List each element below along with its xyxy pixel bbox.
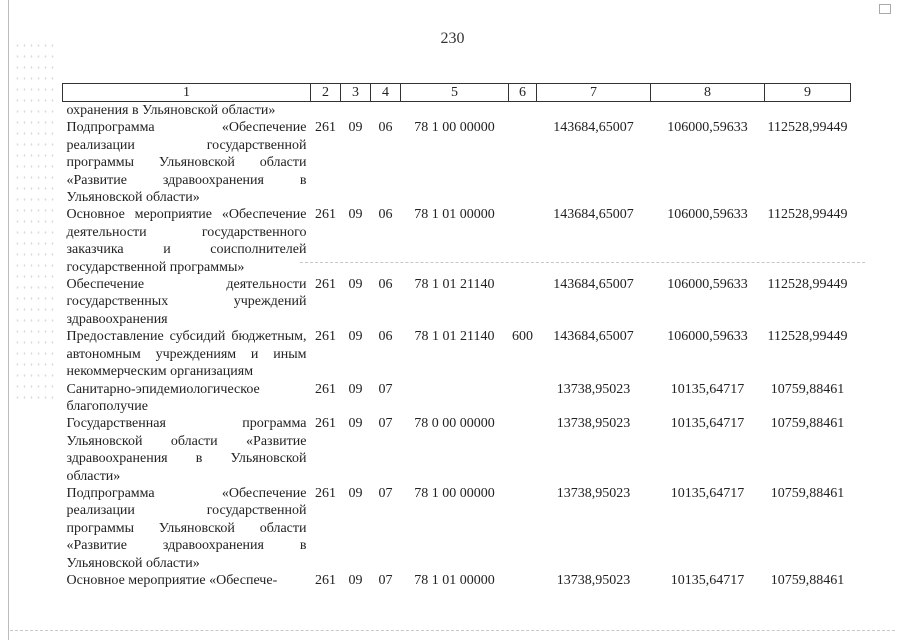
cell-c7: 143684,65007: [553, 329, 634, 345]
cell-c2: 261: [315, 485, 336, 501]
row-name: охранения в Ульяновской области»: [66, 103, 276, 118]
col-header: 3: [341, 84, 371, 102]
cell-c7: 143684,65007: [553, 207, 634, 223]
col-header: 9: [765, 84, 851, 102]
row-name: Обеспечение деятельности государственных учреждений здравоохранения: [66, 277, 307, 327]
cell-c2: 261: [315, 416, 336, 432]
cell-c3: 09: [348, 120, 363, 136]
col-header: 6: [509, 84, 537, 102]
cell-c9: 112528,99449: [767, 329, 848, 345]
cell-c9: 112528,99449: [767, 120, 848, 136]
cell-c2: 261: [315, 207, 336, 223]
table-row: [63, 572, 851, 589]
table-row: [63, 381, 851, 416]
cell-c6: [509, 119, 537, 206]
cell-c3: 09: [348, 416, 363, 432]
cell-c6: 600: [512, 329, 533, 345]
table-row: [63, 206, 851, 276]
cell-c4: 07: [378, 416, 393, 432]
cell-c8: 10135,64717: [670, 572, 745, 588]
table-row: [63, 102, 851, 120]
cell-c6: [509, 102, 537, 120]
col-header: 7: [537, 84, 651, 102]
cell-c4: 06: [378, 207, 393, 223]
cell-c4: 06: [378, 120, 393, 136]
table-row: [63, 276, 851, 328]
cell-c8: [651, 102, 765, 120]
cell-c5: 78 1 00 00000: [414, 485, 495, 501]
cell-c2: 261: [315, 381, 336, 397]
col-header: 4: [371, 84, 401, 102]
cell-c9: 10759,88461: [770, 381, 845, 397]
cell-c4: 07: [378, 485, 393, 501]
cell-c6: [509, 485, 537, 572]
cell-c3: [341, 102, 371, 120]
cell-c8: 106000,59633: [667, 207, 748, 223]
cell-c6: [509, 276, 537, 328]
cell-c5: 78 1 01 00000: [414, 207, 495, 223]
row-name: Санитарно-эпидемиологическое благополучие: [66, 381, 260, 414]
cell-c9: 10759,88461: [770, 572, 845, 588]
cell-c5: [401, 381, 509, 416]
cell-c3: 09: [348, 381, 363, 397]
row-name: Основное мероприятие «Обеспече-: [66, 572, 278, 588]
cell-c9: 10759,88461: [770, 485, 845, 501]
cell-c9: 10759,88461: [770, 416, 845, 432]
cell-c8: 106000,59633: [667, 120, 748, 136]
cell-c7: [537, 102, 651, 120]
page-number: 230: [440, 30, 465, 47]
cell-c9: [765, 102, 851, 120]
cell-c3: 09: [348, 277, 363, 293]
cell-c2: 261: [315, 572, 336, 588]
corner-mark: [879, 4, 891, 14]
budget-table: [62, 83, 851, 589]
col-header: 1: [63, 84, 311, 102]
cell-c7: 13738,95023: [556, 485, 631, 501]
row-name: Государственная программа Ульяновской области «Развитие здравоохранения в Ульяновской области»: [66, 416, 307, 484]
cell-c2: 261: [315, 329, 336, 345]
cell-c4: 07: [378, 572, 393, 588]
cell-c3: 09: [348, 207, 363, 223]
row-name: Предоставление субсидий бюджетным, автономным учреждениям и иным некоммерческим организациям: [66, 329, 307, 380]
cell-c6: [509, 415, 537, 485]
cell-c7: 143684,65007: [553, 120, 634, 136]
col-header: 5: [401, 84, 509, 102]
cell-c6: [509, 206, 537, 276]
cell-c7: 13738,95023: [556, 416, 631, 432]
cell-c3: 09: [348, 572, 363, 588]
header-row: [63, 84, 851, 102]
cell-c8: 10135,64717: [670, 416, 745, 432]
cell-c2: 261: [315, 120, 336, 136]
cell-c6: [509, 572, 537, 589]
table-row: [63, 119, 851, 206]
cell-c5: 78 0 00 00000: [414, 416, 495, 432]
cell-c4: [371, 102, 401, 120]
cell-c8: 106000,59633: [667, 329, 748, 345]
cell-c9: 112528,99449: [767, 207, 848, 223]
cell-c5: [401, 102, 509, 120]
col-header: 2: [311, 84, 341, 102]
cell-c8: 10135,64717: [670, 381, 745, 397]
cell-c9: 112528,99449: [767, 277, 848, 293]
cell-c5: 78 1 01 00000: [414, 572, 495, 588]
cell-c7: 13738,95023: [556, 572, 631, 588]
cell-c6: [509, 381, 537, 416]
cell-c8: 10135,64717: [670, 485, 745, 501]
row-name: Основное мероприятие «Обеспечение деятельности государственного заказчика и соисполнителей государственной программы»: [66, 207, 307, 275]
table-row: [63, 415, 851, 485]
table-row: [63, 328, 851, 380]
bottom-edge-line: [10, 630, 895, 631]
row-name: Подпрограмма «Обеспечение реализации государственной программы Ульяновской области «Развитие здравоохранения в Ульяновской области»: [66, 485, 307, 571]
col-header: 8: [651, 84, 765, 102]
cell-c4: 06: [378, 329, 393, 345]
cell-c5: 78 1 00 00000: [414, 120, 495, 136]
cell-c3: 09: [348, 329, 363, 345]
cell-c2: 261: [315, 277, 336, 293]
cell-c3: 09: [348, 485, 363, 501]
table-row: [63, 485, 851, 572]
row-name: Подпрограмма «Обеспечение реализации государственной программы Ульяновской области «Развитие здравоохранения в Ульяновской области»: [66, 120, 307, 206]
cell-c7: 143684,65007: [553, 277, 634, 293]
scan-edge: [8, 0, 9, 640]
cell-c7: 13738,95023: [556, 381, 631, 397]
cell-c4: 07: [378, 381, 393, 397]
cell-c4: 06: [378, 277, 393, 293]
cell-c8: 106000,59633: [667, 277, 748, 293]
cell-c2: [311, 102, 341, 120]
cell-c5: 78 1 01 21140: [414, 329, 495, 345]
cell-c5: 78 1 01 21140: [414, 277, 495, 293]
scan-noise: [14, 40, 54, 400]
